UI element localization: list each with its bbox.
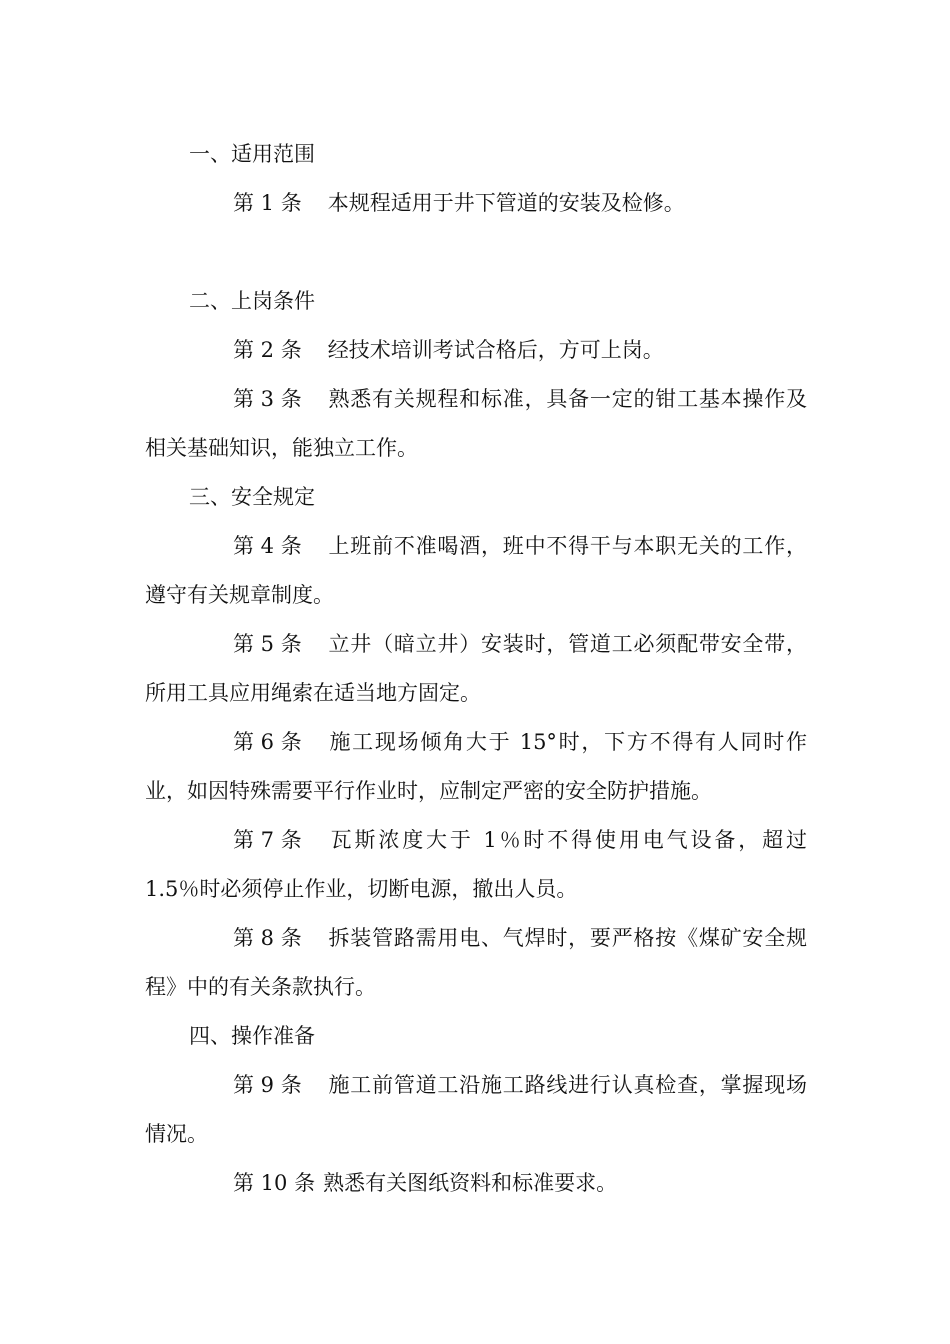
article-text: 本规程适用于井下管道的安装及检修。 [327, 191, 685, 215]
article-number: 第 8 条 [233, 926, 302, 950]
article-1 [145, 179, 807, 228]
article-9 [145, 1061, 807, 1159]
article-number: 第 3 条 [233, 387, 302, 411]
article-text: 经技术培训考试合格后，方可上岗。 [327, 338, 664, 362]
section-heading-qualification: 二、上岗条件 [189, 289, 315, 313]
article-text: 熟悉有关图纸资料和标准要求。 [323, 1171, 618, 1195]
article-number: 第 2 条 [233, 338, 302, 362]
article-number: 第 9 条 [233, 1073, 302, 1097]
article-8 [145, 914, 807, 1012]
article-number: 第 4 条 [233, 534, 302, 558]
section-spacer [145, 228, 807, 277]
article-5 [145, 620, 807, 718]
article-7 [145, 816, 807, 914]
article-2 [145, 326, 807, 375]
article-number: 第 6 条 [233, 730, 302, 754]
section-heading-preparation: 四、操作准备 [189, 1024, 315, 1048]
article-number: 第 1 条 [233, 191, 302, 215]
article-10 [145, 1159, 807, 1208]
article-text: 瓦斯浓度大于 1％时不得使用电气设备，超过 1.5％时必须停止作业，切断电源，撤出人员。 [145, 828, 807, 901]
article-text: 施工现场倾角大于 15°时，下方不得有人同时作业，如因特殊需要平行作业时，应制定严密的安全防护措施。 [145, 730, 807, 803]
article-text: 拆装管路需用电、气焊时，要严格按《煤矿安全规程》中的有关条款执行。 [145, 926, 807, 999]
article-number: 第 10 条 [233, 1171, 316, 1195]
section-heading-scope: 一、适用范围 [189, 142, 315, 166]
document-body [145, 130, 807, 1208]
article-number: 第 5 条 [233, 632, 302, 656]
article-3 [145, 375, 807, 473]
article-text: 立井（暗立井）安装时，管道工必须配带安全带，所用工具应用绳索在适当地方固定。 [145, 632, 807, 705]
article-6 [145, 718, 807, 816]
article-text: 上班前不准喝酒，班中不得干与本职无关的工作，遵守有关规章制度。 [145, 534, 807, 607]
section-heading-safety: 三、安全规定 [189, 485, 315, 509]
article-text: 熟悉有关规程和标准，具备一定的钳工基本操作及相关基础知识，能独立工作。 [145, 387, 807, 460]
article-4 [145, 522, 807, 620]
article-number: 第 7 条 [233, 828, 302, 852]
article-text: 施工前管道工沿施工路线进行认真检查，掌握现场情况。 [145, 1073, 807, 1146]
